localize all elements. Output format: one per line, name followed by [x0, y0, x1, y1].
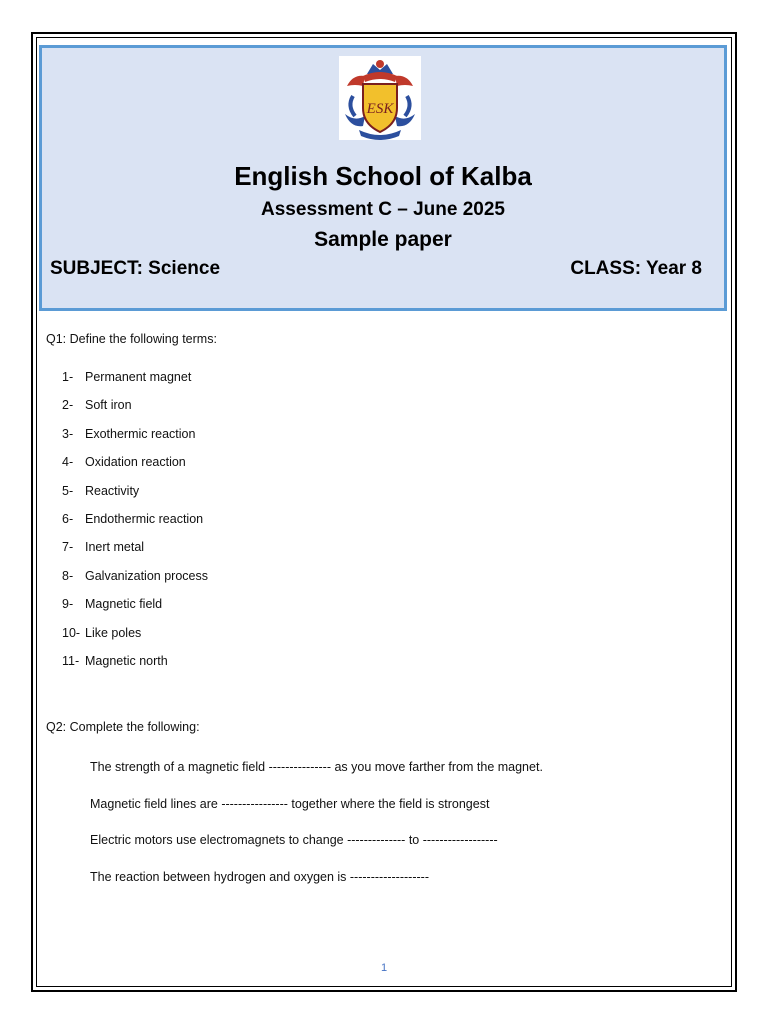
list-item: Electric motors use electromagnets to change -------------- to ------------------ — [90, 833, 498, 847]
crest-icon — [339, 56, 421, 140]
q2-sentence-list — [90, 760, 543, 906]
list-item — [62, 370, 208, 398]
list-item — [62, 512, 208, 540]
list-item — [62, 540, 208, 568]
list-item — [62, 654, 208, 682]
item-text: Endothermic reaction — [85, 511, 204, 526]
list-item — [62, 626, 208, 654]
paper-type: Sample paper — [314, 228, 452, 251]
item-text: Oxidation reaction — [85, 455, 186, 470]
item-text: Permanent magnet — [85, 370, 192, 384]
item-number: 8- — [62, 568, 74, 583]
item-text: Galvanization process — [85, 568, 208, 583]
list-item: The strength of a magnetic field --------------- as you move farther from the magnet. — [90, 760, 543, 774]
item-text: Soft iron — [85, 398, 132, 413]
list-item — [62, 398, 208, 426]
item-number: 2- — [62, 398, 74, 413]
item-number: 5- — [62, 483, 74, 498]
page-number: 1 — [380, 962, 388, 974]
list-item — [62, 484, 208, 512]
school-crest-logo — [339, 56, 421, 140]
assessment-title: Assessment C – June 2025 — [261, 199, 505, 220]
item-number: 6- — [62, 511, 74, 526]
item-text: Reactivity — [85, 483, 140, 498]
item-text: Magnetic field — [85, 597, 163, 612]
item-number: 3- — [62, 426, 74, 441]
item-number: 9- — [62, 597, 74, 612]
item-number: 1- — [62, 370, 74, 384]
class-label: CLASS: Year 8 — [570, 258, 702, 279]
crest-letters: ESK — [366, 101, 394, 117]
list-item: Magnetic field lines are ---------------- together where the field is strongest — [90, 796, 490, 811]
subject-label: SUBJECT: Science — [50, 258, 221, 279]
q1-heading: Q1: Define the following terms: — [46, 332, 217, 346]
list-item — [62, 569, 208, 597]
item-text: Inert metal — [85, 540, 145, 555]
item-number: 7- — [62, 540, 74, 555]
q2-heading: Q2: Complete the following: — [46, 720, 200, 734]
item-number: 4- — [62, 455, 74, 470]
item-text: Exothermic reaction — [85, 426, 196, 441]
item-text: Like poles — [85, 625, 142, 640]
list-item — [62, 597, 208, 625]
q1-term-list — [62, 370, 208, 682]
school-name: English School of Kalba — [234, 161, 532, 191]
list-item — [62, 455, 208, 483]
item-number: 10- — [62, 625, 81, 640]
item-number: 11- — [62, 653, 80, 668]
list-item — [62, 427, 208, 455]
list-item: The reaction between hydrogen and oxygen is ------------------- — [90, 869, 429, 884]
item-text: Magnetic north — [85, 653, 168, 668]
